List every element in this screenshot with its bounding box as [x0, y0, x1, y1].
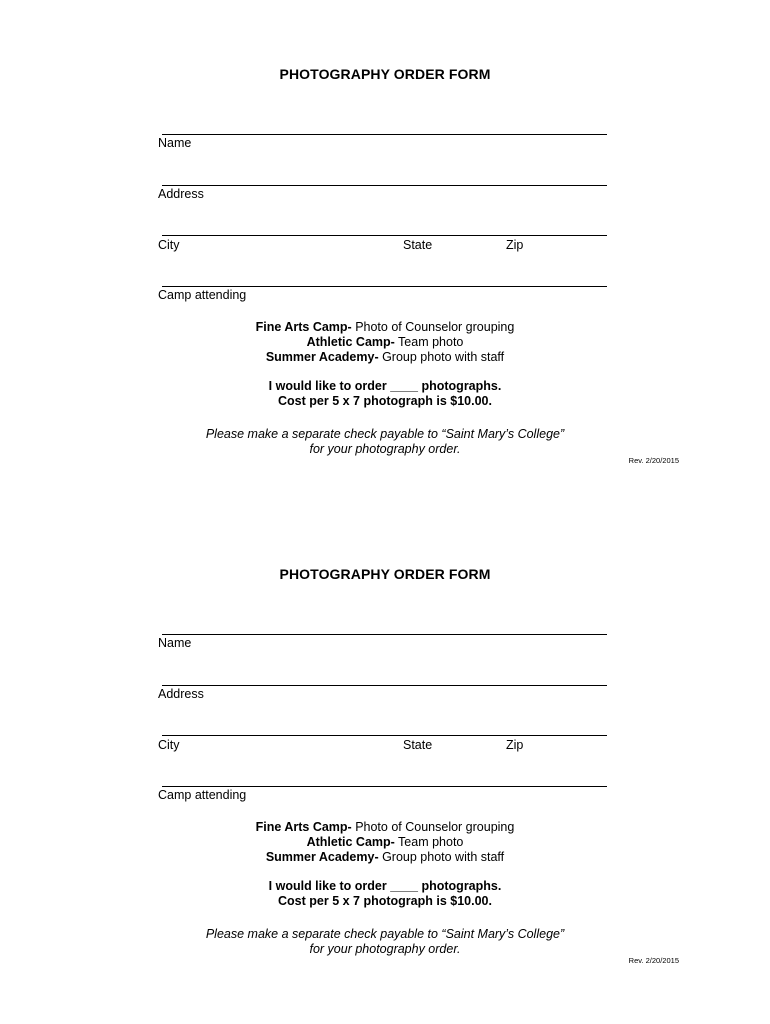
revision-date: Rev. 2/20/2015 [628, 956, 679, 965]
address-line[interactable] [162, 685, 607, 686]
name-label: Name [158, 636, 192, 650]
camp-option-athletic [0, 835, 770, 850]
camp-name: Athletic Camp- [306, 335, 395, 349]
camp-name: Athletic Camp- [306, 835, 395, 849]
name-label: Name [158, 136, 192, 150]
camp-desc: Photo of Counselor grouping [351, 820, 515, 834]
camp-name: Summer Academy- [265, 350, 379, 364]
state-label: State [403, 738, 433, 752]
address-line[interactable] [162, 185, 607, 186]
check-instruction-1: Please make a separate check payable to “Saint Mary’s College” [205, 927, 565, 941]
name-line[interactable] [162, 634, 607, 635]
cost-line: Cost per 5 x 7 photograph is $10.00. [278, 394, 492, 408]
camp-desc: Group photo with staff [378, 350, 505, 364]
order-form-top [0, 0, 770, 470]
camp-option-fine-arts [0, 820, 770, 835]
state-label: State [403, 238, 433, 252]
order-form-bottom [0, 500, 770, 970]
address-label: Address [158, 687, 204, 701]
camp-desc: Group photo with staff [378, 850, 505, 864]
camp-name: Fine Arts Camp- [255, 820, 352, 834]
check-instruction-1: Please make a separate check payable to “Saint Mary’s College” [205, 427, 565, 441]
camp-option-summer-academy [0, 350, 770, 365]
address-label: Address [158, 187, 204, 201]
revision-date: Rev. 2/20/2015 [628, 456, 679, 465]
zip-label: Zip [506, 238, 524, 252]
camp-name: Fine Arts Camp- [255, 320, 352, 334]
camp-desc: Team photo [394, 335, 464, 349]
form-title: PHOTOGRAPHY ORDER FORM [279, 566, 491, 582]
camp-option-summer-academy [0, 850, 770, 865]
city-state-zip-line[interactable] [162, 735, 607, 736]
camp-attending-line[interactable] [162, 286, 607, 287]
city-label: City [158, 738, 180, 752]
check-instruction-2: for your photography order. [309, 942, 461, 956]
camp-option-athletic [0, 335, 770, 350]
camp-desc: Team photo [394, 835, 464, 849]
camp-name: Summer Academy- [265, 850, 379, 864]
camp-option-fine-arts [0, 320, 770, 335]
camp-desc: Photo of Counselor grouping [351, 320, 515, 334]
cost-line: Cost per 5 x 7 photograph is $10.00. [278, 894, 492, 908]
name-line[interactable] [162, 134, 607, 135]
order-quantity-line[interactable]: I would like to order ____ photographs. [268, 379, 502, 393]
form-title: PHOTOGRAPHY ORDER FORM [279, 66, 491, 82]
camp-attending-line[interactable] [162, 786, 607, 787]
camp-attending-label: Camp attending [158, 788, 247, 802]
order-quantity-line[interactable]: I would like to order ____ photographs. [268, 879, 502, 893]
camp-attending-label: Camp attending [158, 288, 247, 302]
check-instruction-2: for your photography order. [309, 442, 461, 456]
city-label: City [158, 238, 180, 252]
city-state-zip-line[interactable] [162, 235, 607, 236]
zip-label: Zip [506, 738, 524, 752]
